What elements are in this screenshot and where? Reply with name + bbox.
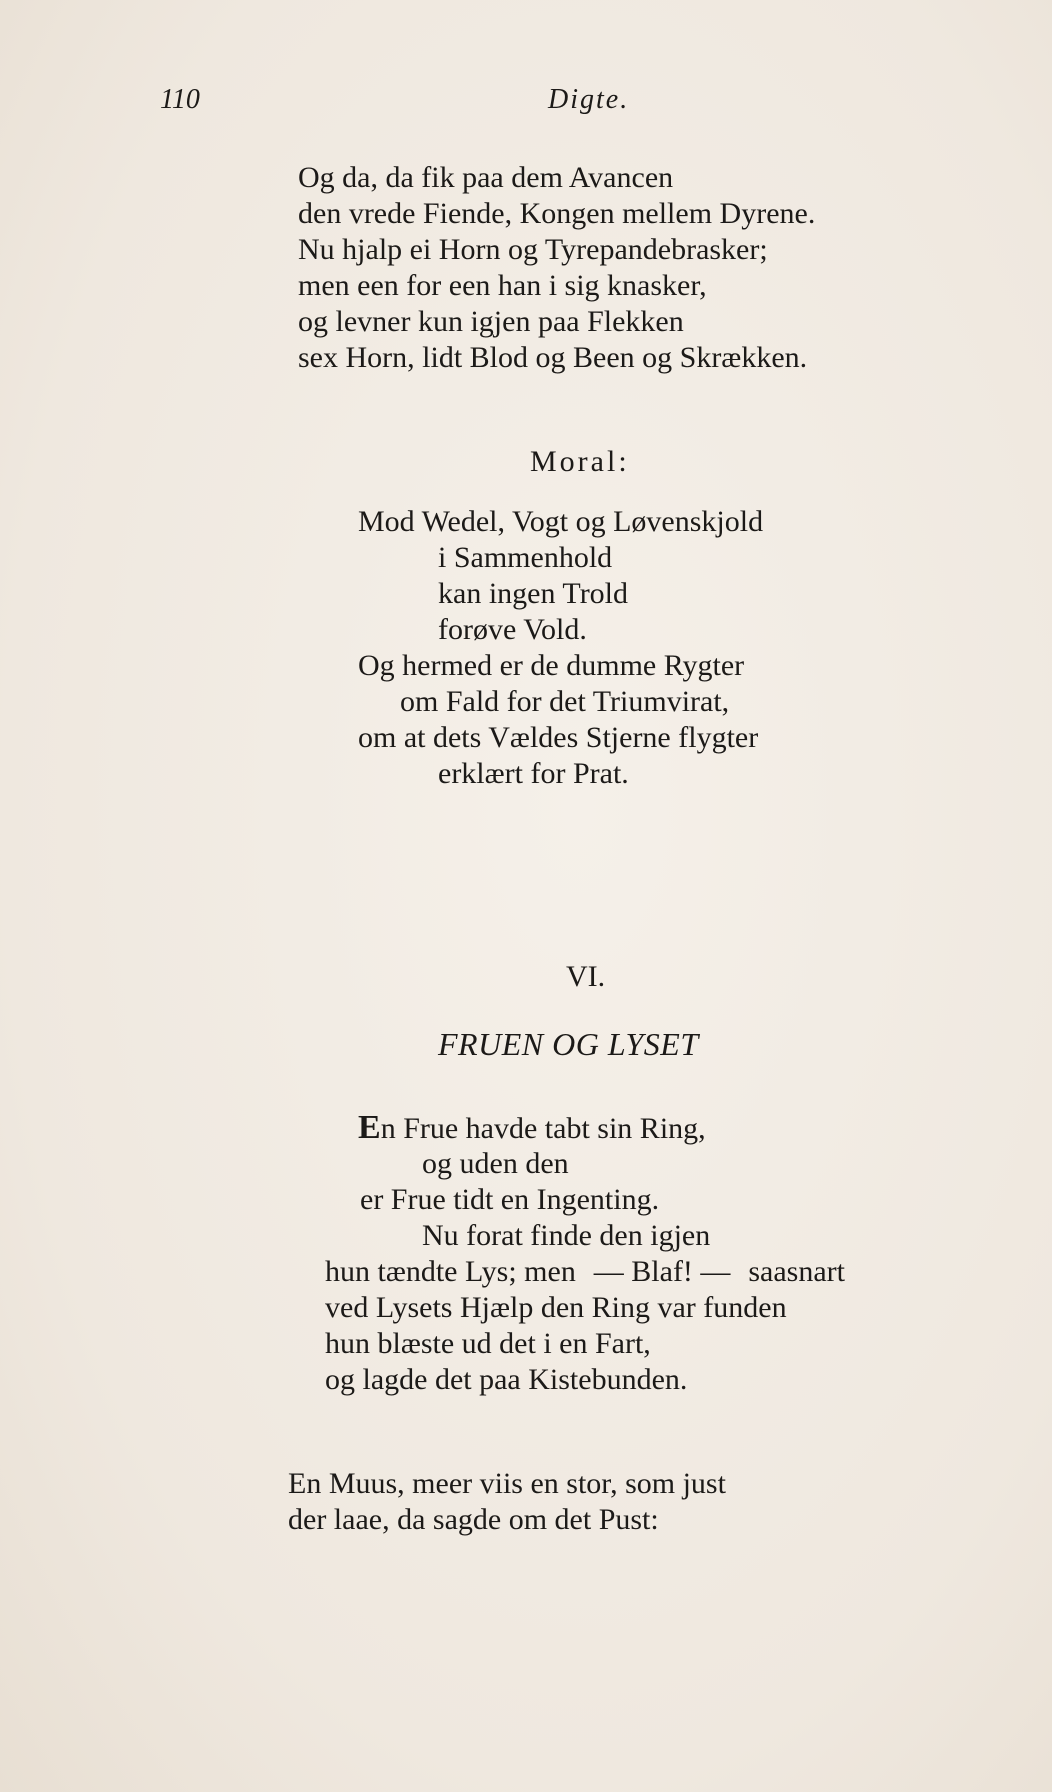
verse-line: men een for een han i sig knasker, — [298, 269, 707, 302]
moral-line: kan ingen Trold — [438, 577, 629, 610]
verse-line: og levner kun igjen paa Flekken — [298, 305, 684, 338]
fable-line-middle: — Blaf! — — [593, 1255, 731, 1288]
fable-line: ved Lysets Hjælp den Ring var funden — [325, 1291, 787, 1324]
first-line-text: n Frue havde tabt sin Ring, — [380, 1112, 706, 1145]
fable-line: er Frue tidt en Ingenting. — [360, 1183, 660, 1216]
drop-initial: E — [358, 1109, 381, 1146]
verse-line: Og da, da fik paa dem Avancen — [298, 161, 674, 194]
fable-line: og uden den — [422, 1147, 569, 1180]
page-number: 110 — [160, 84, 200, 115]
running-title: Digte. — [548, 84, 630, 115]
fable-line-right: saasnart — [748, 1255, 845, 1288]
section-number: VI. — [566, 960, 606, 993]
verse-line: den vrede Fiende, Kongen mellem Dyrene. — [298, 197, 816, 230]
fable-line-left: hun tændte Lys; men — [325, 1255, 576, 1288]
closing-line: der laae, da sagde om det Pust: — [288, 1503, 659, 1536]
moral-line: om at dets Vældes Stjerne flygter — [358, 721, 759, 754]
fable-line: hun blæste ud det i en Fart, — [325, 1327, 651, 1360]
moral-line: forøve Vold. — [438, 613, 587, 646]
fable-line: og lagde det paa Kistebunden. — [325, 1363, 688, 1396]
fable-line: Nu forat finde den igjen — [422, 1219, 711, 1252]
moral-line: i Sammenhold — [438, 541, 613, 574]
moral-line: Mod Wedel, Vogt og Løvenskjold — [358, 505, 764, 538]
moral-line: erklært for Prat. — [438, 757, 629, 790]
verse-line: Nu hjalp ei Horn og Tyrepandebrasker; — [298, 233, 768, 266]
closing-line: En Muus, meer viis en stor, som just — [288, 1467, 726, 1500]
verse-line: sex Horn, lidt Blod og Been og Skrækken. — [298, 341, 808, 374]
fable-justified-line — [325, 1254, 845, 1290]
section-title: FRUEN OG LYSET — [438, 1026, 699, 1062]
fable-first-line — [358, 1110, 706, 1147]
moral-line: Og hermed er de dumme Rygter — [358, 649, 745, 682]
moral-heading: Moral: — [530, 445, 630, 478]
moral-line: om Fald for det Triumvirat, — [400, 685, 730, 718]
